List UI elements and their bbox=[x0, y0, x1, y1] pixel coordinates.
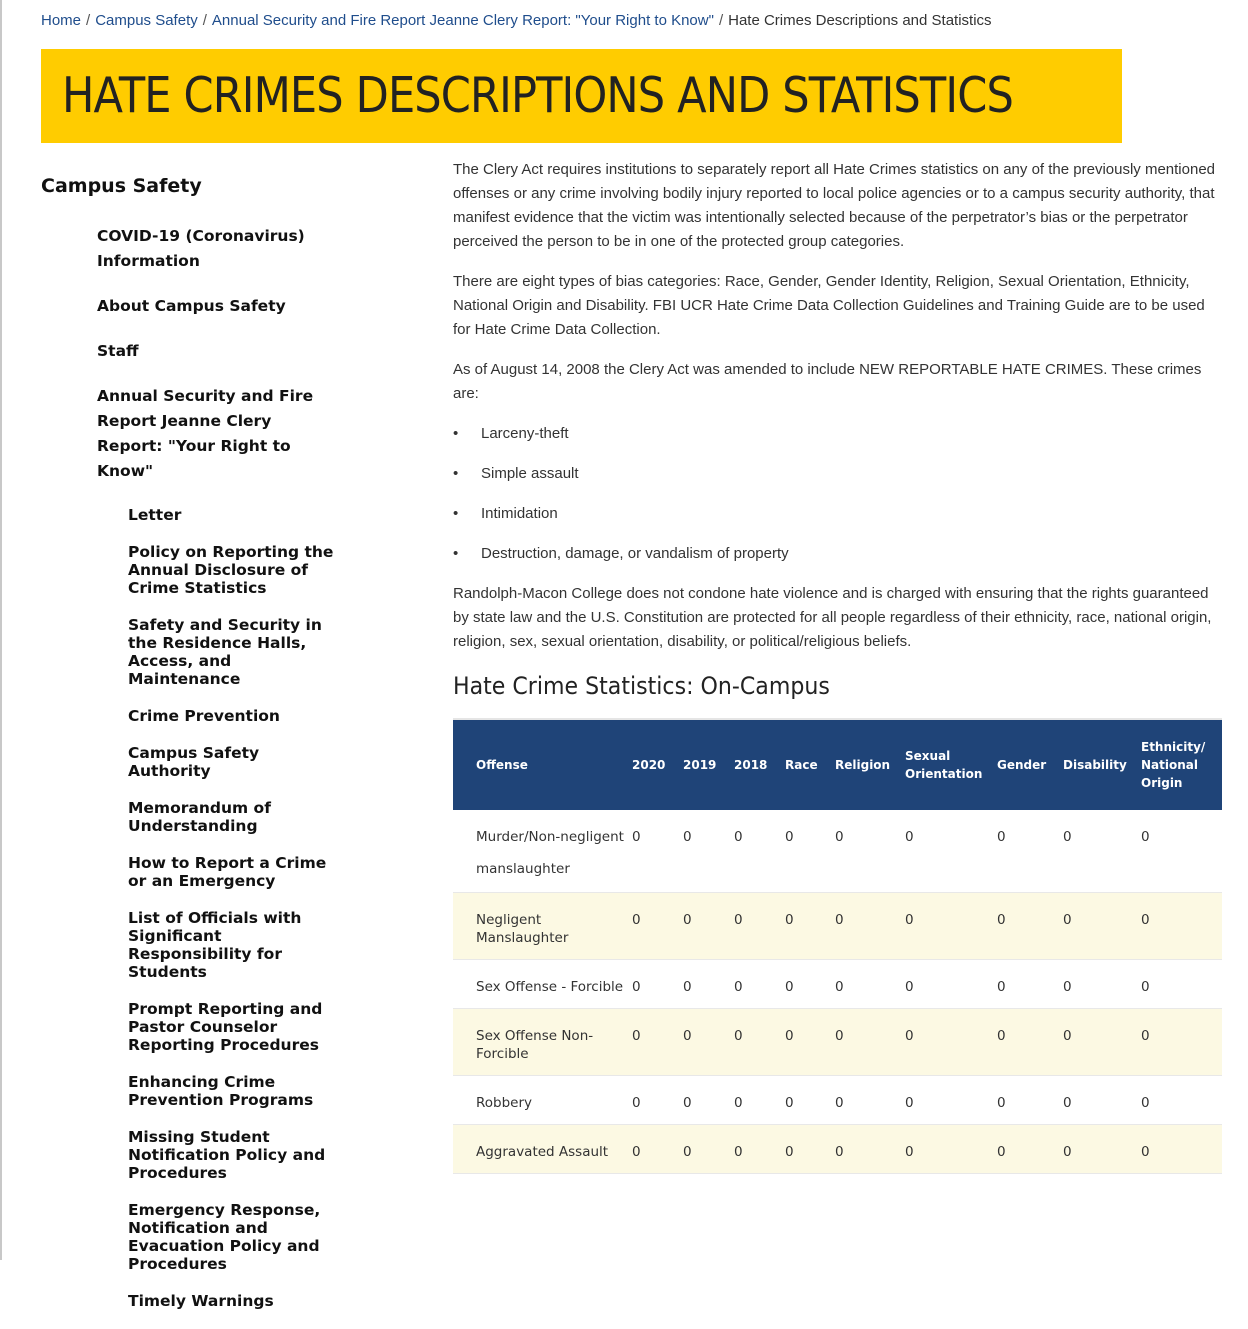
table-row bbox=[453, 810, 1222, 893]
column-header: Offense bbox=[453, 719, 628, 810]
table-row bbox=[453, 893, 1222, 960]
sidebar-sublink-missing-student[interactable]: Missing Student Notification Policy and Procedures bbox=[128, 1128, 326, 1182]
sidebar-sublink-crime-prevention[interactable]: Crime Prevention bbox=[128, 707, 280, 725]
sidebar-link-covid[interactable]: COVID-19 (Coronavirus) Information bbox=[97, 227, 305, 270]
sidebar-subitem bbox=[41, 543, 371, 597]
table-cell: 0 bbox=[785, 1028, 794, 1044]
list-item: • Destruction, damage, or vandalism of property bbox=[453, 542, 1223, 566]
table-cell: 0 bbox=[734, 979, 743, 995]
offense-cell: Aggravated Assault bbox=[476, 1144, 609, 1160]
breadcrumb-separator: / bbox=[86, 12, 91, 29]
list-item: • Larceny-theft bbox=[453, 422, 1223, 446]
table-cell: 0 bbox=[785, 1144, 794, 1160]
table-header-row bbox=[453, 719, 1222, 810]
table-cell: 0 bbox=[683, 979, 692, 995]
sidebar-sublink-residence-halls[interactable]: Safety and Security in the Residence Halls, Access, and Maintenance bbox=[128, 616, 322, 688]
page-title: HATE CRIMES DESCRIPTIONS AND STATISTICS bbox=[62, 67, 1013, 124]
table-cell: 0 bbox=[785, 912, 794, 928]
sidebar-item bbox=[41, 339, 371, 364]
sidebar-subitem bbox=[41, 1000, 371, 1054]
table-cell: 0 bbox=[632, 1144, 641, 1160]
breadcrumb-current: Hate Crimes Descriptions and Statistics bbox=[728, 12, 992, 29]
table-cell: 0 bbox=[1063, 979, 1072, 995]
breadcrumb-separator: / bbox=[718, 12, 724, 29]
table-cell: 0 bbox=[1141, 829, 1150, 845]
table-cell: 0 bbox=[905, 1144, 914, 1160]
table-cell: 0 bbox=[632, 979, 641, 995]
sidebar-subitem bbox=[41, 1073, 371, 1109]
sidebar-subitem bbox=[41, 909, 371, 981]
table-row bbox=[453, 1076, 1222, 1125]
sidebar-sublink-officials[interactable]: List of Officials with Significant Responsibility for Students bbox=[128, 909, 302, 981]
table-cell: 0 bbox=[835, 829, 844, 845]
sidebar-nav bbox=[41, 175, 371, 1329]
table-cell: 0 bbox=[835, 1095, 844, 1111]
sidebar-subitem bbox=[41, 799, 371, 835]
table-cell: 0 bbox=[905, 979, 914, 995]
table-cell: 0 bbox=[997, 1144, 1006, 1160]
table-cell: 0 bbox=[997, 829, 1006, 845]
table-cell: 0 bbox=[785, 1095, 794, 1111]
table-cell: 0 bbox=[683, 1144, 692, 1160]
amendment-paragraph: As of August 14, 2008 the Clery Act was amended to include NEW REPORTABLE HATE CRIMES. These crimes are: bbox=[453, 361, 1202, 402]
sidebar-subitem bbox=[41, 616, 371, 688]
list-item: • Intimidation bbox=[453, 502, 1223, 526]
table-cell: 0 bbox=[734, 912, 743, 928]
column-header: Sexual Orientation bbox=[901, 719, 993, 810]
sidebar-sublink-emergency-response[interactable]: Emergency Response, Notification and Evacuation Policy and Procedures bbox=[128, 1201, 321, 1273]
sidebar-subitem bbox=[41, 1292, 371, 1310]
table-cell: 0 bbox=[835, 979, 844, 995]
table-cell: 0 bbox=[997, 1095, 1006, 1111]
table-cell: 0 bbox=[683, 1095, 692, 1111]
sidebar-subitem bbox=[41, 854, 371, 890]
table-cell: 0 bbox=[1063, 1095, 1072, 1111]
reportable-crimes-list bbox=[453, 422, 1223, 566]
table-cell: 0 bbox=[785, 979, 794, 995]
table-cell: 0 bbox=[1063, 912, 1072, 928]
sidebar-link-about[interactable]: About Campus Safety bbox=[97, 297, 286, 315]
table-cell: 0 bbox=[1063, 829, 1072, 845]
table-cell: 0 bbox=[734, 1144, 743, 1160]
table-cell: 0 bbox=[632, 829, 641, 845]
sidebar-subitem bbox=[41, 1128, 371, 1182]
table-cell: 0 bbox=[683, 829, 692, 845]
breadcrumb-link-campus-safety[interactable]: Campus Safety bbox=[95, 12, 198, 29]
sidebar-list bbox=[41, 224, 371, 1310]
table-cell: 0 bbox=[632, 912, 641, 928]
table-cell: 0 bbox=[632, 1095, 641, 1111]
sidebar-sublink-policy-reporting[interactable]: Policy on Reporting the Annual Disclosure of Crime Statistics bbox=[128, 543, 334, 597]
table-cell: 0 bbox=[785, 829, 794, 845]
sidebar-subitem bbox=[41, 744, 371, 780]
table-cell: 0 bbox=[734, 1095, 743, 1111]
breadcrumb-link-home[interactable]: Home bbox=[41, 12, 82, 29]
sidebar-sublink-safety-authority[interactable]: Campus Safety Authority bbox=[128, 744, 260, 780]
sidebar-subitem bbox=[41, 1201, 371, 1273]
hate-crime-stats-table bbox=[453, 718, 1222, 1174]
sidebar-sublink-memorandum[interactable]: Memorandum of Understanding bbox=[128, 799, 271, 835]
offense-cell: Robbery bbox=[476, 1095, 533, 1111]
sidebar-link-staff[interactable]: Staff bbox=[97, 342, 139, 360]
sidebar-item bbox=[41, 384, 371, 484]
sidebar-subitem bbox=[41, 707, 371, 725]
table-cell: 0 bbox=[683, 912, 692, 928]
table-cell: 0 bbox=[683, 1028, 692, 1044]
table-cell: 0 bbox=[997, 979, 1006, 995]
column-header: Disability bbox=[1059, 719, 1137, 810]
column-header: Religion bbox=[831, 719, 901, 810]
table-cell: 0 bbox=[905, 829, 914, 845]
table-cell: 0 bbox=[734, 1028, 743, 1044]
sidebar-item bbox=[41, 224, 371, 274]
sidebar-sublink-report-crime[interactable]: How to Report a Crime or an Emergency bbox=[128, 854, 327, 890]
sidebar-sublink-enhancing-prevention[interactable]: Enhancing Crime Prevention Programs bbox=[128, 1073, 314, 1109]
table-cell: 0 bbox=[1063, 1028, 1072, 1044]
sidebar-sublink-timely-warnings[interactable]: Timely Warnings bbox=[128, 1292, 274, 1310]
breadcrumb-link-clery-report[interactable]: Annual Security and Fire Report Jeanne Clery Report: "Your Right to Know" bbox=[211, 12, 714, 29]
table-cell: 0 bbox=[835, 1144, 844, 1160]
list-item: • Simple assault bbox=[453, 462, 1223, 486]
policy-paragraph: Randolph-Macon College does not condone hate violence and is charged with ensuring that the rights guaranteed by state law and the U.S. Constitution are protected for all people regardless of their ethnicity, race, national origin, religion, sex, sexual orientation, disability, or political/religious beliefs. bbox=[453, 585, 1212, 650]
main-content bbox=[453, 158, 1223, 1174]
column-header: Gender bbox=[993, 719, 1059, 810]
sidebar-sublink-letter[interactable]: Letter bbox=[128, 506, 182, 524]
offense-name: Murder/Non-negligent bbox=[476, 829, 624, 845]
table-row bbox=[453, 960, 1222, 1009]
sidebar-sublink-prompt-reporting[interactable]: Prompt Reporting and Pastor Counselor Reporting Procedures bbox=[128, 1000, 323, 1054]
table-cell: 0 bbox=[997, 1028, 1006, 1044]
table-cell: 0 bbox=[905, 912, 914, 928]
bias-categories-paragraph: There are eight types of bias categories: Race, Gender, Gender Identity, Religion, Sexual Orientation, Ethnicity, National Origin and Disability. FBI UCR Hate Crime Data Collection Guidelines and Training Guide are to be used for Hate Crime Data Collection. bbox=[453, 273, 1205, 338]
table-cell: 0 bbox=[1063, 1144, 1072, 1160]
column-header: Ethnicity/ National Origin bbox=[1137, 719, 1222, 810]
table-cell: 0 bbox=[734, 829, 743, 845]
offense-cell: Negligent Manslaughter bbox=[476, 912, 569, 946]
sidebar-link-clery-report[interactable]: Annual Security and Fire Report Jeanne Clery Report: "Your Right to Know" bbox=[97, 387, 314, 480]
table-cell: 0 bbox=[997, 912, 1006, 928]
table-row bbox=[453, 1125, 1222, 1174]
sidebar-item bbox=[41, 294, 371, 319]
breadcrumb-separator: / bbox=[202, 12, 207, 29]
column-header: Race bbox=[781, 719, 831, 810]
breadcrumb bbox=[41, 11, 992, 31]
table-row bbox=[453, 1009, 1222, 1076]
offense-cell: Sex Offense Non-Forcible bbox=[476, 1028, 594, 1062]
offense-cell bbox=[453, 810, 628, 893]
table-cell: 0 bbox=[632, 1028, 641, 1044]
table-cell: 0 bbox=[1141, 1144, 1150, 1160]
table-cell: 0 bbox=[1141, 1095, 1150, 1111]
offense-name-continued: manslaughter bbox=[476, 861, 570, 877]
table-cell: 0 bbox=[1141, 979, 1150, 995]
page-left-border bbox=[0, 0, 2, 1260]
table-cell: 0 bbox=[905, 1028, 914, 1044]
column-header: 2018 bbox=[730, 719, 781, 810]
table-cell: 0 bbox=[1141, 1028, 1150, 1044]
intro-paragraph: The Clery Act requires institutions to separately report all Hate Crimes statistics on any of the previously mentioned offenses or any crime involving bodily injury reported to local police agencies or to a campus security authority, that manifest evidence that the victim was intentionally selected because of the perpetrator’s bias or the perpetrator perceived the person to be in one of the protected group categories. bbox=[453, 161, 1216, 250]
page-title-banner bbox=[41, 49, 1122, 143]
table-cell: 0 bbox=[1141, 912, 1150, 928]
sidebar-subitem bbox=[41, 506, 371, 524]
table-cell: 0 bbox=[905, 1095, 914, 1111]
column-header: 2020 bbox=[628, 719, 679, 810]
offense-cell: Sex Offense - Forcible bbox=[476, 979, 624, 995]
table-cell: 0 bbox=[835, 912, 844, 928]
table-cell: 0 bbox=[835, 1028, 844, 1044]
stats-heading: Hate Crime Statistics: On-Campus bbox=[453, 672, 830, 700]
column-header: 2019 bbox=[679, 719, 730, 810]
sidebar-heading: Campus Safety bbox=[41, 175, 202, 197]
